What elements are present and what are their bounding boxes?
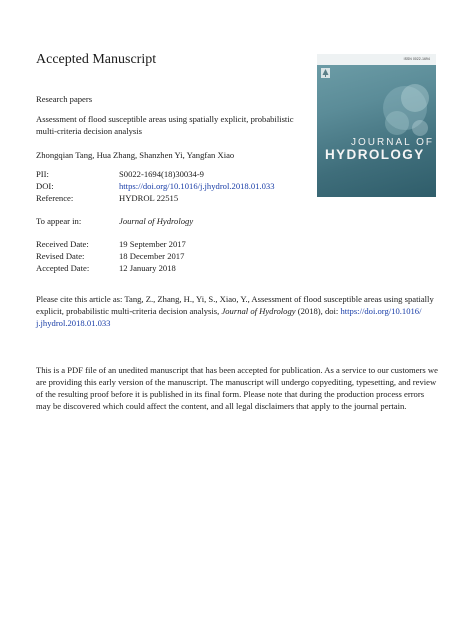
disclaimer-paragraph: This is a PDF file of an unedited manuscript that has been accepted for publication. As a service to our customers we are providing this early version of the manuscript. The manuscript will undergo copyediting, typesetting, and review of the resulting proof before it is published in its final form. Please note that during the production process errors may be discovered which could affect the content, and all legal disclaimers that apply to the journal pertain. <box>36 365 438 411</box>
accepted-row <box>36 263 336 275</box>
reference-value: HYDROL 22515 <box>119 193 179 203</box>
document-title: Accepted Manuscript <box>36 52 157 67</box>
doi-row <box>36 181 336 193</box>
citation-lead: Please cite this article as: Tang, Z., Zhang, H., Yi, S., Xiao, Y., Assessment of flood susceptible areas using spatially explicit, probabilistic multi-criteria decision analysis, <box>36 294 434 316</box>
revised-label: Revised Date: <box>36 251 85 261</box>
journal-name: Journal of Hydrology <box>119 216 194 226</box>
article-section: Research papers <box>36 94 93 104</box>
doi-label: DOI: <box>36 181 54 191</box>
doi-link[interactable]: https://doi.org/10.1016/j.jhydrol.2018.01.033 <box>119 181 275 191</box>
received-row <box>36 239 336 251</box>
article-title-line-2: multi-criteria decision analysis <box>36 126 142 136</box>
appear-in-row <box>36 216 336 228</box>
pii-value: S0022-1694(18)30034-9 <box>119 169 204 179</box>
citation-doi-link[interactable]: https://doi.org/10.1016/ j.jhydrol.2018.01.033 <box>36 306 422 328</box>
article-title <box>36 113 306 137</box>
received-label: Received Date: <box>36 239 89 249</box>
received-value: 19 September 2017 <box>119 239 186 249</box>
cover-journal-name: HYDROLOGY <box>325 147 425 162</box>
article-title-line-1: Assessment of flood susceptible areas using spatially explicit, probabilistic <box>36 114 294 124</box>
accepted-label: Accepted Date: <box>36 263 90 273</box>
citation-journal: Journal of Hydrology <box>221 306 296 316</box>
journal-cover <box>317 54 436 197</box>
pii-label: PII: <box>36 169 49 179</box>
revised-row <box>36 251 336 263</box>
accepted-value: 12 January 2018 <box>119 263 176 273</box>
reference-label: Reference: <box>36 193 74 203</box>
revised-value: 18 December 2017 <box>119 251 185 261</box>
reference-row <box>36 193 336 205</box>
publisher-logo-icon <box>321 68 330 78</box>
citation-tail: (2018), doi: <box>295 306 341 316</box>
appear-in-label: To appear in: <box>36 216 82 226</box>
citation-paragraph <box>36 293 440 329</box>
cover-journal-of: JOURNAL OF <box>351 137 434 148</box>
author-list: Zhongqian Tang, Hua Zhang, Shanzhen Yi, Yangfan Xiao <box>36 150 235 160</box>
pii-row <box>36 169 336 181</box>
cover-issn: ISSN 0022-1694 <box>403 57 430 61</box>
